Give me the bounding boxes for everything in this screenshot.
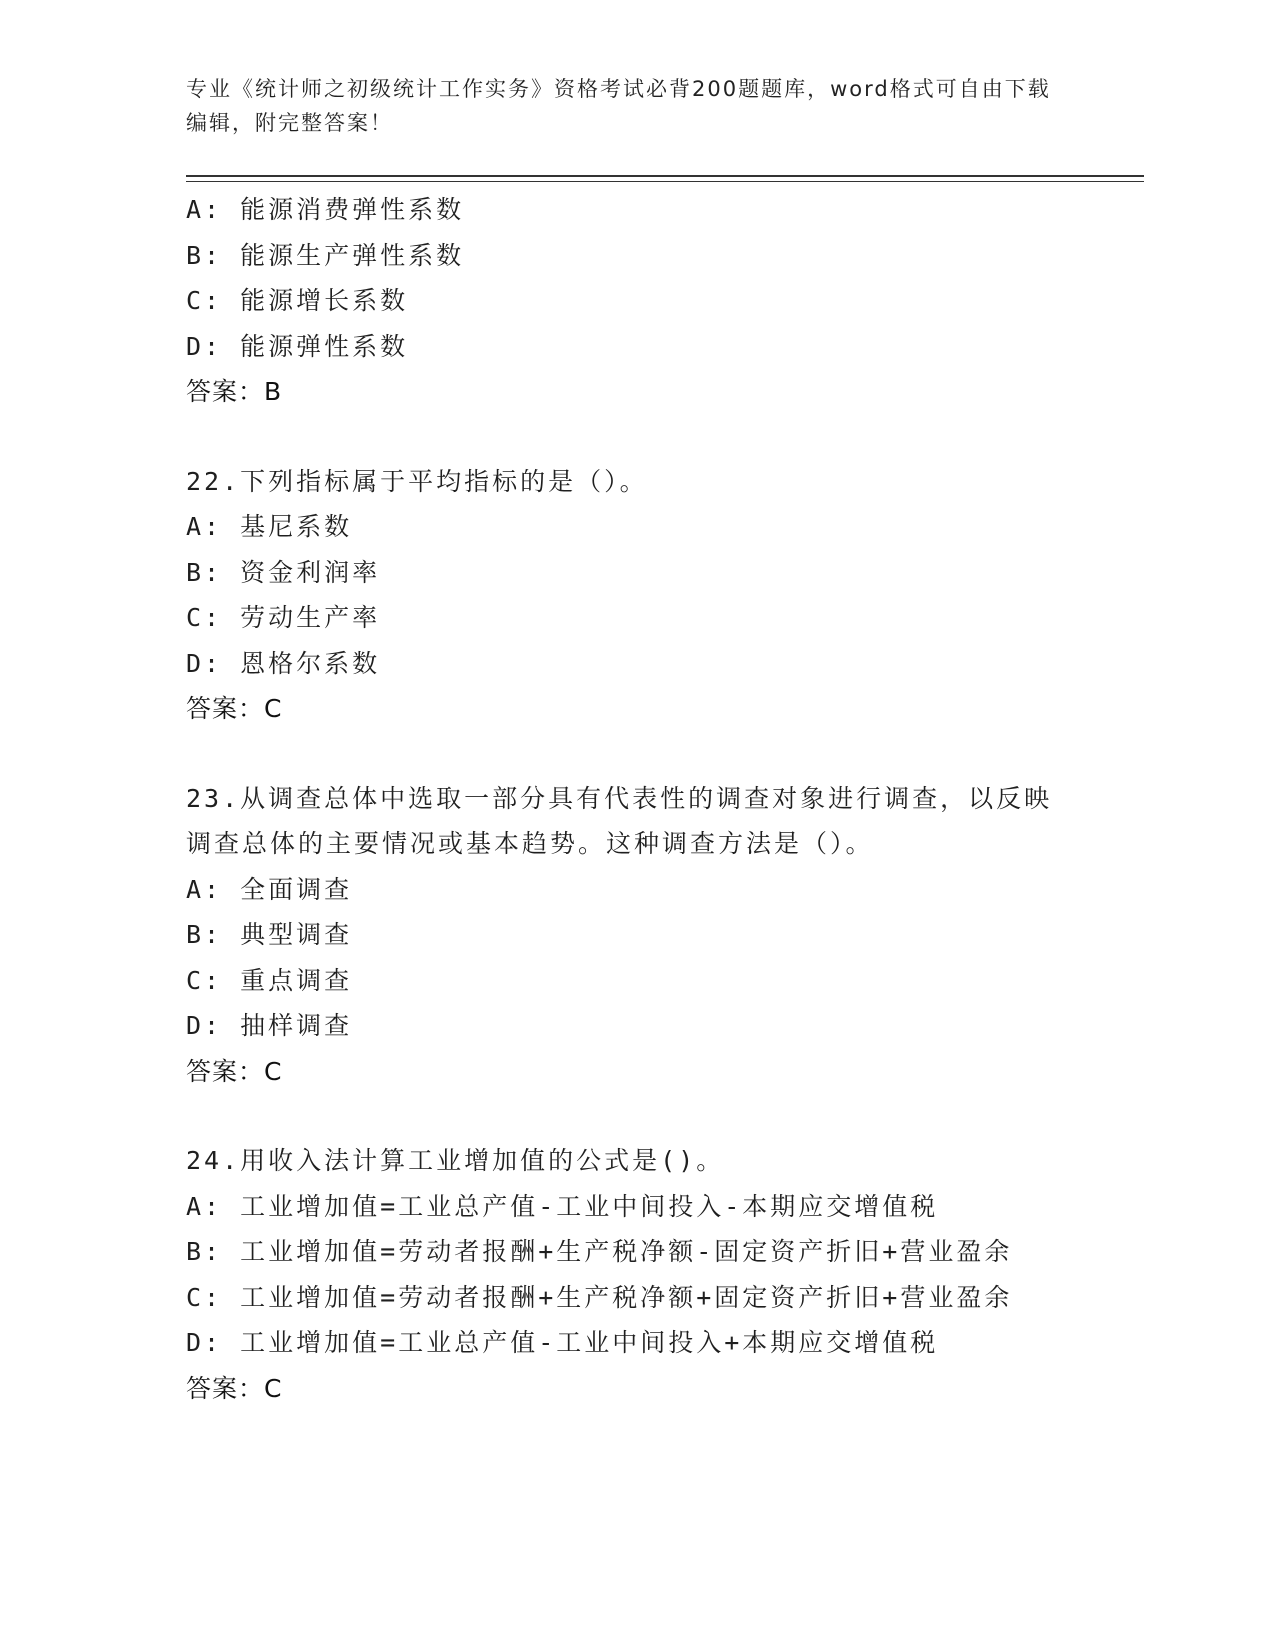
question-21: [186, 187, 1136, 415]
option-c: C: 重点调查: [186, 965, 353, 995]
option-b: B: 工业增加值=劳动者报酬+生产税净额-固定资产折旧+营业盈余: [186, 1237, 1013, 1266]
option-a: A: 全面调查: [186, 874, 353, 904]
option-a: A: 能源消费弹性系数: [186, 195, 465, 224]
question-text: 22.下列指标属于平均指标的是（）。: [186, 466, 648, 496]
header-divider-thin: [186, 181, 1144, 182]
spacer: [186, 415, 1136, 459]
spacer: [186, 732, 1136, 776]
option-b: B: 典型调查: [186, 920, 353, 949]
question-text-line-2: 调查总体的主要情况或基本趋势。这种调查方法是（）。: [186, 829, 874, 858]
option-c: C: 劳动生产率: [186, 603, 381, 632]
option-a: A: 基尼系数: [186, 512, 353, 541]
option-d: D: 抽样调查: [186, 1011, 353, 1040]
answer: 答案：C: [186, 1056, 283, 1086]
option-b: B: 资金利润率: [186, 557, 381, 587]
answer: 答案：C: [186, 694, 283, 723]
option-b: B: 能源生产弹性系数: [186, 240, 465, 270]
question-23: [186, 776, 1136, 1095]
question-text-line-1: 23.从调查总体中选取一部分具有代表性的调查对象进行调查，以反映: [186, 783, 1053, 813]
question-text: 24.用收入法计算工业增加值的公式是()。: [186, 1146, 725, 1175]
answer: 答案：B: [186, 377, 283, 406]
question-list: [186, 187, 1136, 1411]
option-d: D: 工业增加值=工业总产值-工业中间投入+本期应交增值税: [186, 1328, 939, 1357]
question-22: [186, 459, 1136, 732]
answer: 答案：C: [186, 1373, 283, 1403]
question-24: [186, 1138, 1136, 1411]
option-d: D: 能源弹性系数: [186, 331, 409, 361]
option-d: D: 恩格尔系数: [186, 648, 381, 678]
option-c: C: 工业增加值=劳动者报酬+生产税净额+固定资产折旧+营业盈余: [186, 1282, 1013, 1312]
option-c: C: 能源增长系数: [186, 286, 409, 315]
document-header: 专业《统计师之初级统计工作实务》资格考试必背200题题库，word格式可自由下载编辑，附完整答案！: [186, 77, 1051, 135]
header-divider-thick: [186, 175, 1144, 177]
option-a: A: 工业增加值=工业总产值-工业中间投入-本期应交增值税: [186, 1191, 939, 1221]
spacer: [186, 1094, 1136, 1138]
